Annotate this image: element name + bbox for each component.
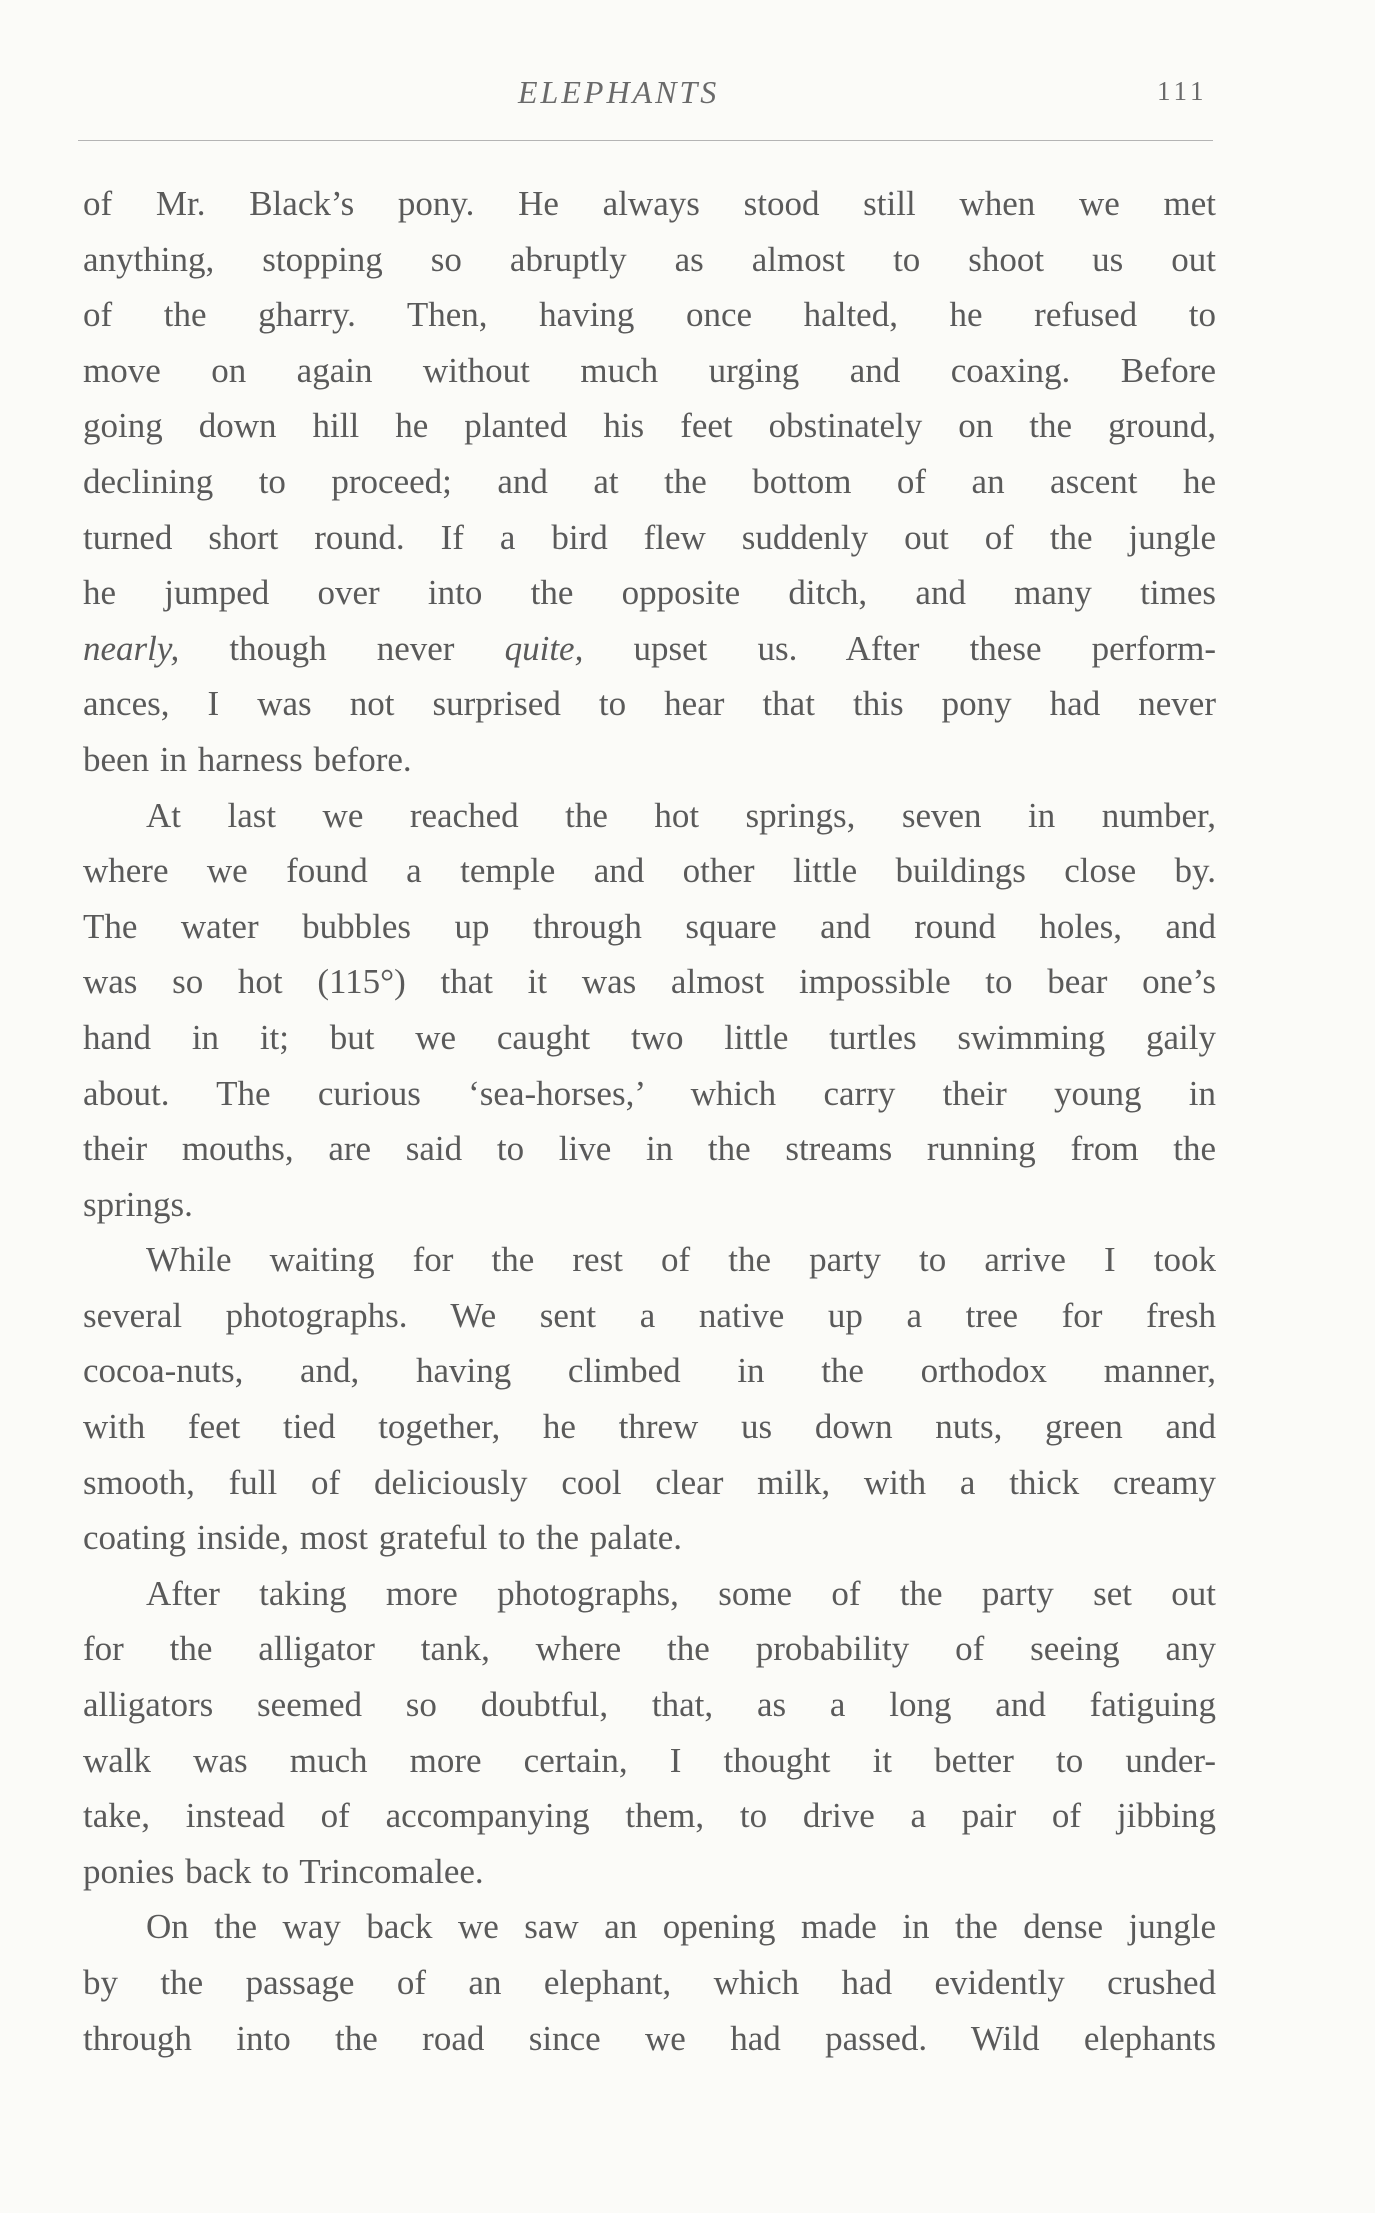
italic-word-nearly: nearly, xyxy=(83,628,180,668)
text-line: cocoa-nuts, and, having climbed in the orthodox manner, xyxy=(83,1351,1216,1391)
text-line: springs. xyxy=(83,1184,193,1224)
body-text xyxy=(83,176,1216,2066)
text-line: about. The curious ‘sea-horses,’ which carry their young in xyxy=(83,1073,1216,1113)
text-line: coating inside, most grateful to the palate. xyxy=(83,1518,683,1558)
text-line: move on again without much urging and coaxing. Before xyxy=(83,350,1216,390)
text-line: ponies back to Trincomalee. xyxy=(83,1851,484,1891)
text-run: upset us. After these perform- xyxy=(583,628,1216,668)
text-line xyxy=(83,621,1216,677)
header-rule xyxy=(78,140,1213,141)
text-line: take, instead of accompanying them, to drive a pair of jibbing xyxy=(83,1796,1216,1836)
text-line: by the passage of an elephant, which had evidently crushed xyxy=(83,1963,1216,2002)
text-line: smooth, full of deliciously cool clear milk, with a thick creamy xyxy=(83,1462,1216,1502)
text-line: turned short round. If a bird flew suddenly out of the jungle xyxy=(83,517,1216,557)
text-line: for the alligator tank, where the probability of seeing any xyxy=(83,1629,1216,1669)
text-line: hand in it; but we caught two little turtles swimming gaily xyxy=(83,1017,1216,1057)
text-line: several photographs. We sent a native up a tree for fresh xyxy=(83,1295,1216,1335)
paragraph-2 xyxy=(83,788,1216,1233)
text-line: After taking more photographs, some of the party set out xyxy=(146,1573,1216,1613)
paragraph-1 xyxy=(83,176,1216,788)
text-line: anything, stopping so abruptly as almost to shoot us out xyxy=(83,239,1216,279)
paragraph-3 xyxy=(83,1232,1216,1566)
text-line: with feet tied together, he threw us down nuts, green and xyxy=(83,1407,1216,1447)
text-line: While waiting for the rest of the party to arrive I took xyxy=(146,1240,1216,1280)
text-line: walk was much more certain, I thought it better to under- xyxy=(83,1740,1216,1780)
text-line: ances, I was not surprised to hear that this pony had never xyxy=(83,684,1216,724)
text-line: alligators seemed so doubtful, that, as a long and fatiguing xyxy=(83,1685,1216,1725)
page-number: 111 xyxy=(1157,76,1208,106)
text-line: The water bubbles up through square and round holes, and xyxy=(83,906,1216,946)
text-line: through into the road since we had passed. Wild elephants xyxy=(83,2018,1216,2058)
running-head xyxy=(0,74,1375,120)
text-line: of the gharry. Then, having once halted, he refused to xyxy=(83,295,1216,335)
text-line: declining to proceed; and at the bottom of an ascent he xyxy=(83,461,1216,501)
paragraph-5 xyxy=(83,1899,1216,2066)
paragraph-4 xyxy=(83,1566,1216,1900)
text-line: was so hot (115°) that it was almost impossible to bear one’s xyxy=(83,962,1216,1002)
text-line: going down hill he planted his feet obstinately on the ground, xyxy=(83,406,1216,446)
text-line: been in harness before. xyxy=(83,739,412,779)
text-line: On the way back we saw an opening made in the dense jungle xyxy=(146,1907,1216,1947)
italic-word-quite: quite, xyxy=(504,628,584,668)
running-title: ELEPHANTS xyxy=(518,74,720,110)
text-line: of Mr. Black’s pony. He always stood still when we met xyxy=(83,184,1216,223)
text-line: he jumped over into the opposite ditch, and many times xyxy=(83,573,1216,613)
text-line: At last we reached the hot springs, seven in number, xyxy=(146,795,1216,835)
text-run: though never xyxy=(179,628,505,668)
text-line: where we found a temple and other little buildings close by. xyxy=(83,851,1216,891)
text-line: their mouths, are said to live in the streams running from the xyxy=(83,1129,1216,1169)
